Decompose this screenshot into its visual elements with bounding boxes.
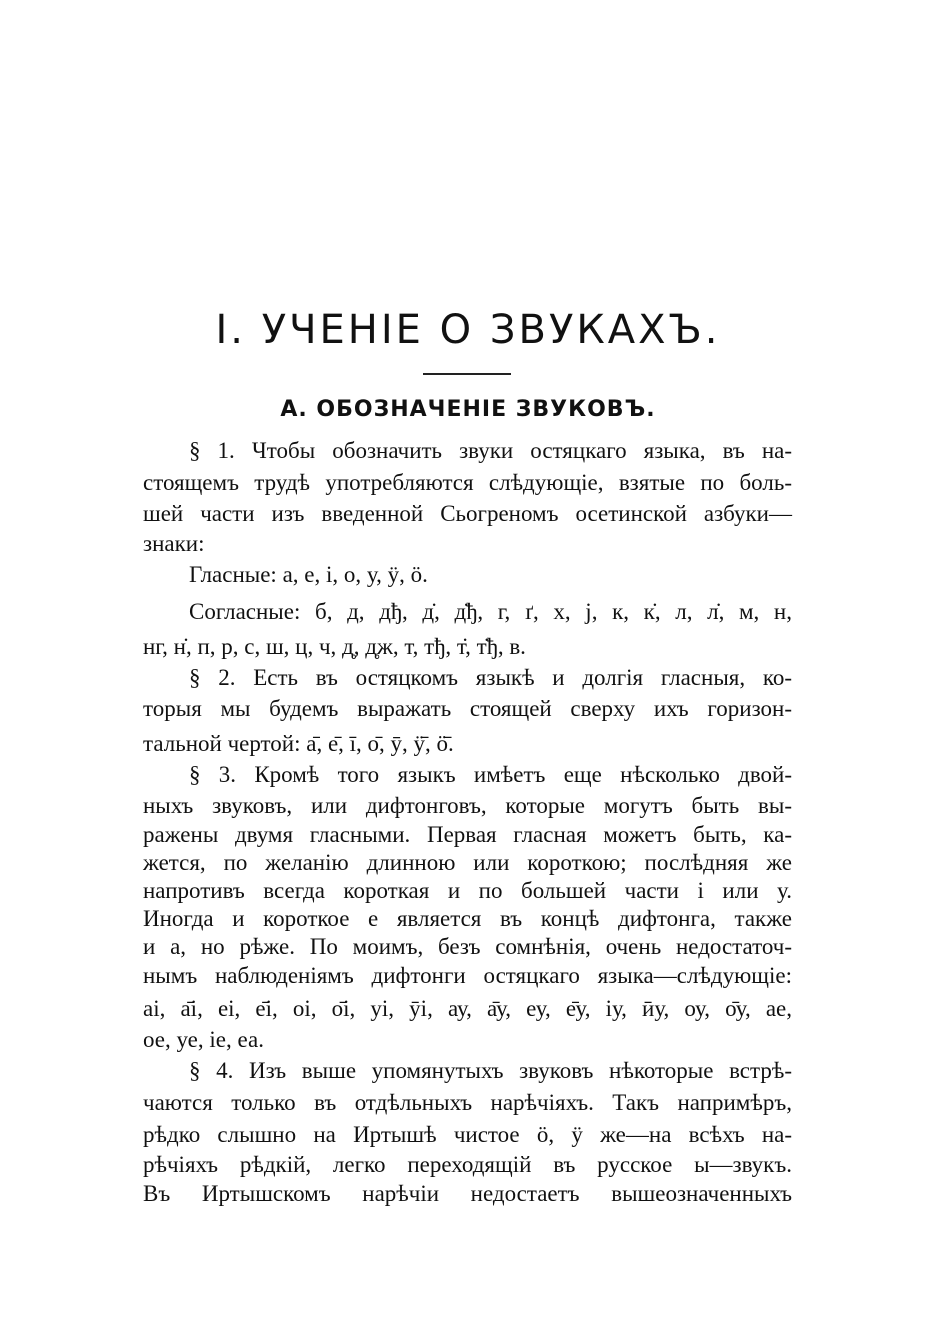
text-line: шей части изъ введенной Сьогреномъ осетинской азбуки— (143, 501, 792, 526)
diphthongs-line-continued: ое, уе, іе, еа. (143, 1027, 264, 1052)
text-line: и а, но рѣже. По моимъ, безъ сомнѣнія, очень недостаточ- (143, 934, 792, 959)
text-line: Иногда и короткое е является въ концѣ дифтонга, также (143, 906, 792, 931)
text-line: напротивъ всегда короткая и по большей части і или у. (143, 878, 792, 903)
text-line: рѣдко слышно на Иртышѣ чистое ӧ, ӱ же—на всѣхъ на- (143, 1122, 792, 1147)
vowels-line: Гласные: а, е, і, о, у, ӱ, ӧ. (189, 562, 428, 587)
text-line: § 2. Есть въ остяцкомъ языкѣ и долгія гласныя, ко- (189, 665, 792, 690)
text-line: чаются только въ отдѣльныхъ нарѣчіяхъ. Такъ напримѣръ, (143, 1090, 792, 1115)
title-divider (423, 373, 511, 375)
text-line: стоящемъ трудѣ употребляются слѣдующіе, взятые по боль- (143, 470, 792, 495)
text-line: ражены двумя гласными. Первая гласная можетъ быть, ка- (143, 822, 792, 847)
long-vowels-line: тальной чертой: а̄, е̄, ī, о̄, ȳ, ӱ̄, ӧ̄. (143, 731, 454, 756)
text-line: Въ Иртышскомъ нарѣчіи недостаетъ вышеозначенныхъ (143, 1181, 792, 1206)
chapter-title: I. УЧЕНІЕ О ЗВУКАХЪ. (215, 307, 721, 353)
consonants-line-continued: нг, н̇, п, р, с, ш, ц, ч, д̥, д̥ж, т, тђ, т̇, т̇ђ, в. (143, 634, 526, 659)
diphthongs-line: аі, а̄і, еі, е̄і, оі, о̄і, уі, ӯі, ау, а̄у, еу, е̄у, іу, ӣу, оу, о̄у, ае, (143, 996, 792, 1021)
text-line: торыя мы будемъ выражать стоящей сверху ихъ горизон- (143, 696, 792, 721)
text-line: § 1. Чтобы обозначить звуки остяцкаго языка, въ на- (189, 438, 792, 463)
text-line: рѣчіяхъ рѣдкій, легко переходящій въ русское ы—звукъ. (143, 1152, 792, 1177)
text-line: ныхъ звуковъ, или дифтонговъ, которые могутъ быть вы- (143, 793, 792, 818)
text-line: знаки: (143, 531, 205, 556)
text-line: § 3. Кромѣ того языкъ имѣетъ еще нѣсколько двой- (189, 762, 792, 787)
text-line: жется, по желанію длинною или короткою; послѣдняя же (143, 850, 792, 875)
section-heading: А. ОБОЗНАЧЕНІЕ ЗВУКОВЪ. (280, 397, 656, 422)
text-line: § 4. Изъ выше упомянутыхъ звуковъ нѣкоторые встрѣ- (189, 1058, 792, 1083)
text-line: нымъ наблюденіямъ дифтонги остяцкаго языка—слѣдующіе: (143, 963, 792, 988)
consonants-line: Согласные: б, д, дђ, д̇, д̇ђ, г, ґ, х, ј, к, к̇, л, л̇, м, н, (189, 599, 792, 624)
